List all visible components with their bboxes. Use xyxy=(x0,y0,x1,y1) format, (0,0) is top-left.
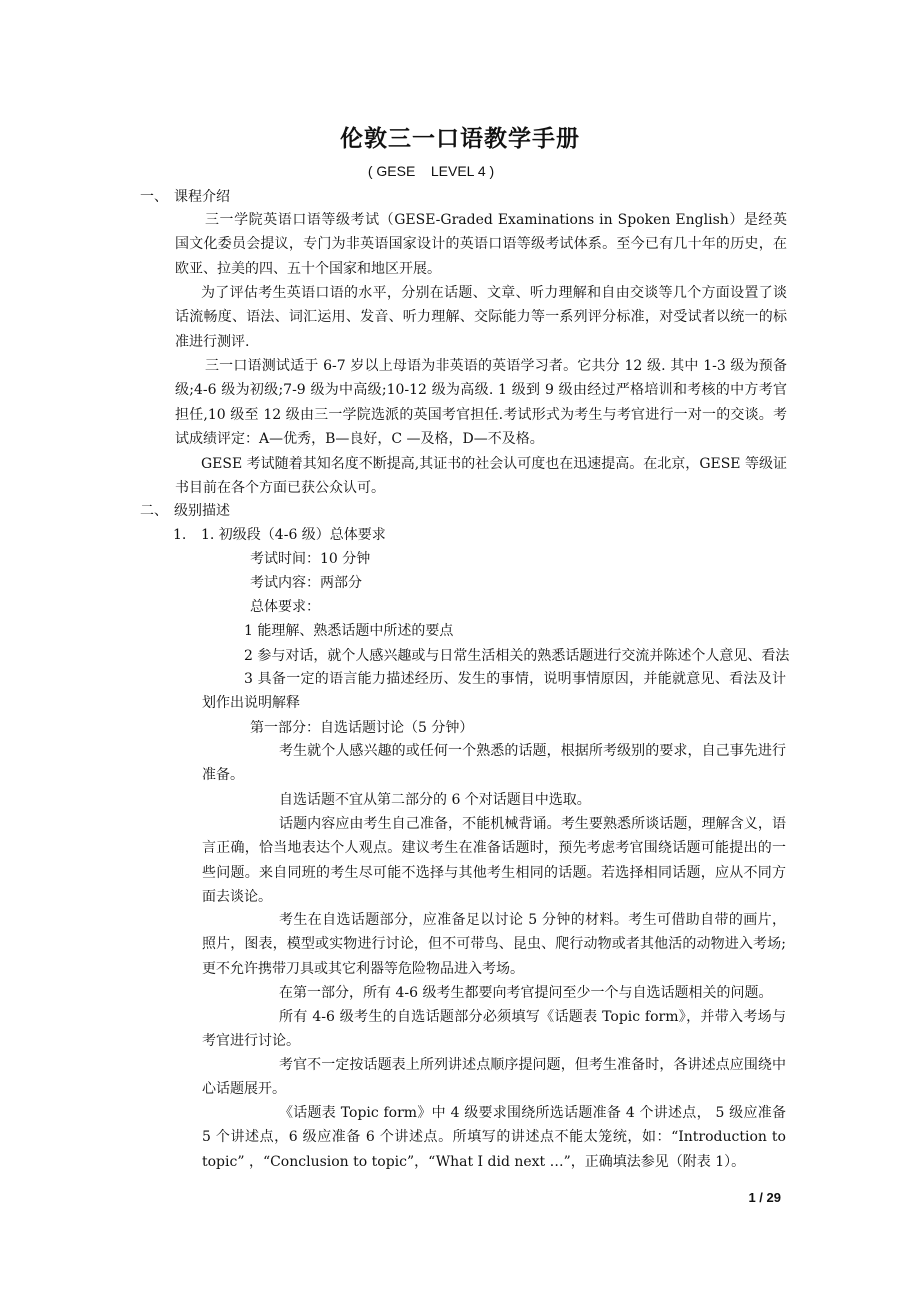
requirement-3: 3 具备一定的语言能力描述经历、发生的事情，说明事情原因，并能就意见、看法及计划作出说明解释 xyxy=(202,671,786,712)
part-one-paragraph-f: 所有 4-6 级考生的自选话题部分必须填写《话题表 Topic form》，并带入考场与考官进行讨论。 xyxy=(202,1009,786,1050)
part-one-paragraph-g: 考官不一定按话题表上所列讲述点顺序提问题，但考生准备时，各讲述点应围绕中心话题展开。 xyxy=(202,1057,786,1098)
list-item-beginner-requirements xyxy=(173,524,386,544)
requirement-1: 1 能理解、熟悉话题中所述的要点 xyxy=(244,623,454,639)
section-title: 课程介绍 xyxy=(174,189,230,205)
exam-content: 考试内容：两部分 xyxy=(250,575,362,591)
intro-paragraph-4: GESE 考试随着其知名度不断提高,其证书的社会认可度也在迅速提高。在北京，GESE 等级证书目前在各个方面已获公众认可。 xyxy=(175,456,787,497)
part-one-paragraph-d: 考生在自选话题部分，应准备足以讨论 5 分钟的材料。考生可借助自带的画片，照片，图表，模型或实物进行讨论，但不可带鸟、昆虫、爬行动物或者其他活的动物进入考场; 更不允许携带刀具或其它利器等危险物品进入考场。 xyxy=(202,912,786,977)
exam-time: 考试时间：10 分钟 xyxy=(250,551,371,567)
part-one-paragraph-c: 话题内容应由考生自己准备，不能机械背诵。考生要熟悉所谈话题，理解含义，语言正确，恰当地表达个人观点。建议考生在准备话题时，预先考虑考官围绕话题可能提出的一些问题。来自同班的考生尽可能不选择与其他考生相同的话题。若选择相同话题，应从不同方面去谈论。 xyxy=(202,816,786,905)
section-heading-level-description xyxy=(140,500,230,520)
overall-requirements-label: 总体要求： xyxy=(250,599,320,615)
part-one-paragraph-h: 《话题表 Topic form》中 4 级要求围绕所选话题准备 4 个讲述点， 5 级应准备 5 个讲述点，6 级应准备 6 个讲述点。所填写的讲述点不能太笼统，如：“Introduction to topic” ，“Conclusion to topic”，“What I did next …”，正确填法参见（附表 1）。 xyxy=(202,1105,786,1170)
part-one-paragraph-e: 在第一部分，所有 4-6 级考生都要向考官提问至少一个与自选话题相关的问题。 xyxy=(279,985,773,1001)
list-number: 1. xyxy=(173,527,187,543)
section-heading-course-intro xyxy=(140,186,230,206)
page-subtitle: ( GESE LEVEL 4 ) xyxy=(367,163,495,179)
section-number: 一、 xyxy=(140,189,168,205)
part-one-heading: 第一部分：自选话题讨论（5 分钟） xyxy=(250,720,474,736)
section-number: 二、 xyxy=(140,503,168,519)
requirement-2: 2 参与对话，就个人感兴趣或与日常生活相关的熟悉话题进行交流并陈述个人意见、看法 xyxy=(244,648,790,664)
page-number: 1 / 29 xyxy=(748,1190,781,1205)
part-one-paragraph-b: 自选话题不宜从第二部分的 6 个对话题目中选取。 xyxy=(279,792,591,808)
intro-paragraph-2: 为了评估考生英语口语的水平，分别在话题、文章、听力理解和自由交谈等几个方面设置了谈话流畅度、语法、词汇运用、发音、听力理解、交际能力等一系列评分标准，对受试者以统一的标准进行测评. xyxy=(175,285,787,350)
section-title: 级别描述 xyxy=(174,503,230,519)
intro-paragraph-3: 三一口语测试适于 6-7 岁以上母语为非英语的英语学习者。它共分 12 级. 其中 1-3 级为预备级;4-6 级为初级;7-9 级为中高级;10-12 级为高级. 1 级到 9 级由经过严格培训和考核的中方考官担任,10 级至 12 级由三一学院选派的英国考官担任.考试形式为考生与考官进行一对一的交谈。考试成绩评定：A—优秀，B—良好，C —及格，D—不及格。 xyxy=(175,358,787,447)
page-title: 伦敦三一口语教学手册 xyxy=(340,126,580,152)
list-item-title: 1. 初级段（4-6 级）总体要求 xyxy=(201,527,386,543)
part-one-paragraph-a: 考生就个人感兴趣的或任何一个熟悉的话题，根据所考级别的要求，自己事先进行准备。 xyxy=(202,743,786,784)
intro-paragraph-1: 三一学院英语口语等级考试（GESE-Graded Examinations in Spoken English）是经英国文化委员会提议，专门为非英语国家设计的英语口语等级考试体系。至今已有几十年的历史，在欧亚、拉美的四、五十个国家和地区开展。 xyxy=(175,212,787,277)
